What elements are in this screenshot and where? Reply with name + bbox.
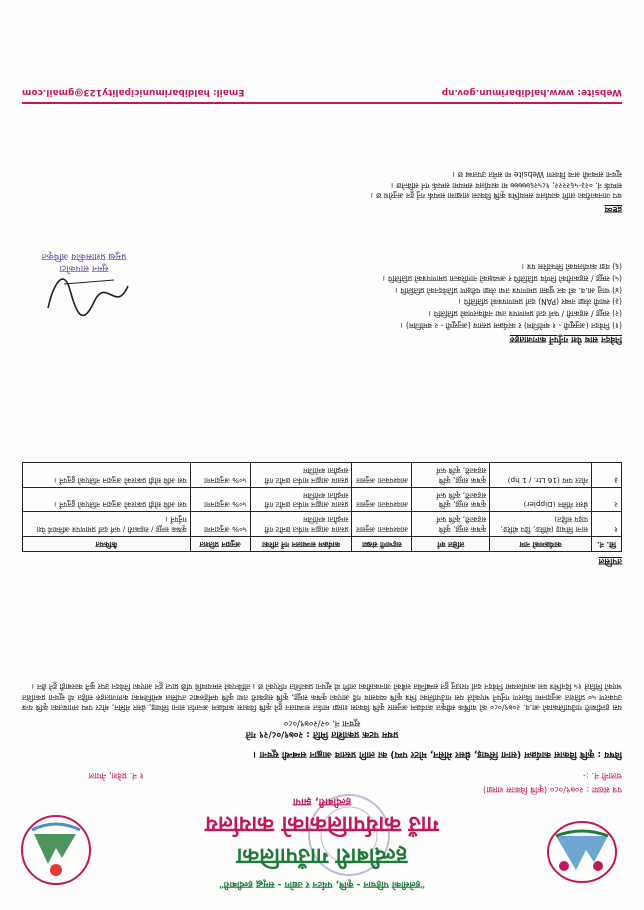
col-header-method: कार्यक्रम सञ्चालन गर्ने तरिका <box>250 537 352 552</box>
col-header-sn: सि. नं. <box>592 537 622 552</box>
table-header-row <box>23 537 622 552</box>
cell-method: प्रस्ताव आह्वान मार्फत छनौट गरी सम्झौता बमोजिम <box>250 487 352 512</box>
program-table <box>22 462 622 552</box>
municipality-motto: "हलेसीको पहिचान - कृषि, पर्यटन र उद्योग - समृद्ध हल्दीबारी" <box>218 879 426 889</box>
officer-title: प्रमुख प्रशासकीय अधिकृत <box>41 250 127 261</box>
table-row <box>23 487 622 512</box>
cell-percent: ५०% अनुदानमा <box>190 487 250 512</box>
office-address: हल्दीबारी, झापा <box>292 796 352 807</box>
col-header-count: सहभागी संख्या <box>352 537 412 552</box>
cell-target: कृषक समूह, कृषि सहकारी, कृषि फर्म <box>412 512 490 537</box>
cell-count: आवश्यकता अनुसार <box>352 463 412 488</box>
cell-target: कृषक समूह, कृषि सहकारी, कृषि फर्म <box>412 487 490 512</box>
notice-body: यस हल्दीबारी गाउँपालिकाको आ.व. २०७९/०८० को वार्षिक स्वीकृत कार्यक्रम अनुसार कृषि विकास शाखा मार्फत सञ्चालन हुने कृषि विकास कार्यक्रम अन्तर्गत साना सिंचाइ, थ्रेसर मेसिन, मोटर पम्प लगायतका कृषि यन्त्र उपकरण ५० प्रतिशत अनुदानमा वितरण गर्नुपर्ने भएकोले यस गाउँपालिका भित्र कृषि व्यवसाय गर्दै आएका कृषक समूह, कृषि सहकारी तथा कृषि फर्महरुबाट तपसिल बमोजिमका कागजातहरु सहित यो सूचना प्रकाशित भएको मितिले १५ दिनभित्र यस कार्यालयमा निवेदन दर्ता गराउनु हुन सम्बन्धित सबैको जानकारीका लागि यो सूचना प्रकाशित गरिएको छ । तोकिएको समयावधि पछि प्राप्त हुन आएका निवेदन उपर कुनै कारबाही हुने छैन । <box>22 682 622 712</box>
footer-divider <box>22 103 622 105</box>
officer-name: सुमन सापकोटा <box>59 263 109 273</box>
col-header-remarks: कैफियत <box>23 537 191 552</box>
notice-subtitle: सूचना नं. ०२/२०७९/०८० <box>283 718 361 728</box>
notes-list <box>62 169 622 200</box>
cell-target: कृषक समूह, कृषि सहकारी, कृषि फर्म <box>412 463 490 488</box>
cell-name: मोटर पम्प (16 Ltr. / 1 hp) <box>490 463 592 488</box>
col-header-target: लक्षित वर्ग <box>412 537 490 552</box>
notice-title: प्रथम पटक प्रकाशित मिति : २०७९/०८/२९ गते <box>245 729 399 739</box>
cell-count: आवश्यकता अनुसार <box>352 512 412 537</box>
cell-remarks: यस अघि सोही प्रकारको अनुदान नलिएको हुनुपर्ने । <box>23 487 191 512</box>
reference-number: पत्र संख्या : २०७९/०८० (कृषि विकास शाखा) <box>482 784 622 794</box>
province-label: १ नं. प्रदेश, नेपाल <box>88 770 144 780</box>
list-item: (४) चालु आ.व. को कर चुक्ता प्रमाणपत्र तथा लेखा परीक्षण प्रतिवेदनको प्रतिलिपि । <box>395 285 622 295</box>
cell-percent: ५०% अनुदानमा <box>190 463 250 488</box>
table-title: तपसिल <box>598 556 622 566</box>
signature-icon <box>44 274 134 320</box>
cell-method: प्रस्ताव आह्वान मार्फत छनौट गरी सम्झौता बमोजिम <box>250 512 352 537</box>
cell-remarks: यस अघि सोही प्रकारको अनुदान नलिएको हुनुपर्ने । <box>23 463 191 488</box>
documents-list <box>162 260 622 331</box>
list-item: (५) समूह / सहकारीको निर्णय प्रतिलिपि र अध्यक्षको नागरिकता प्रमाणपत्रको प्रतिलिपि । <box>382 274 622 283</box>
cell-count: आवश्यकता अनुसार <box>352 487 412 512</box>
table-row <box>23 463 622 488</box>
list-item: (१) निवेदन (अनुसूची - १ बमोजिम) र कार्यक्रम प्रस्ताव (अनुसूची - २ बमोजिम) । <box>400 321 622 330</box>
list-item: (२) समूह / सहकारी / फर्म दर्ता प्रमाणपत्र तथा नवीकरणको प्रतिलिपि । <box>428 309 622 319</box>
office-subtitle: गाउँ कार्यपालिकाको कार्यालय <box>205 811 439 836</box>
cell-remarks: कृषक समूह / सहकारी / फर्म दर्ता प्रमाणपत्र अनिवार्य पेश गर्नुपर्ने । <box>23 512 191 537</box>
documents-title: निवेदन साथ पेश गर्नुपर्ने कागजातहरु <box>509 334 622 344</box>
list-item: सूचना सम्बन्धी अन्य विवरण Website मा समेत उपलब्ध छ । <box>452 170 622 180</box>
col-header-name: कार्यक्रमको नाम <box>490 537 592 552</box>
cell-percent: ५०% अनुदानमा <box>190 512 250 537</box>
list-item: (३) स्थायी लेखा नम्बर (PAN) दर्ता प्रमाणपत्रको प्रतिलिपि । <box>458 297 622 307</box>
cell-sn: २ <box>592 487 622 512</box>
footer-email: Email: haldibarimunicipality123@gmail.com <box>22 87 245 97</box>
list-item: (६) वडा कार्यालयको सिफारिस पत्र । <box>521 262 622 272</box>
office-name: हल्दीबारी गाउँपालिका <box>236 843 408 868</box>
cell-name: साना सिंचाइ (बोरिङ, डिप बोरिङ, पाइप सहित) <box>490 512 592 537</box>
cell-method: प्रस्ताव आह्वान मार्फत छनौट गरी सम्झौता बमोजिम <box>250 463 352 488</box>
cell-sn: १ <box>592 512 622 537</box>
col-header-percent: अनुदान प्रतिशत <box>190 537 250 552</box>
subject-line: विषय : कृषि विकास कार्यक्रम (साना सिंचाइ, थ्रेसर मेसिन, मोटर पम्प) का लागि प्रस्ताव आह्वान सम्बन्धी सूचना । <box>253 749 622 759</box>
list-item: सम्पर्क नं. ०२३-५६२२२२, ९८५२६७७७७७ मा कार्यालय समयमा सम्पर्क गर्न सकिनेछ । <box>390 180 622 190</box>
table-row <box>23 512 622 537</box>
note-title: द्रष्टव्य <box>604 204 622 214</box>
footer-website: Website: www.haldibarimun.gov.np <box>441 87 622 97</box>
dispatch-number: चलानी नं. :- <box>582 770 622 780</box>
cell-sn: ३ <box>592 463 622 488</box>
officer-block <box>29 250 139 274</box>
cell-name: थ्रेसर मेसिन (Dippler) <box>490 487 592 512</box>
list-item: थप जानकारीका लागि कार्यालय समयभित्र कृषि विकास शाखामा सम्पर्क गर्नु हुन अनुरोध छ । <box>370 191 622 200</box>
